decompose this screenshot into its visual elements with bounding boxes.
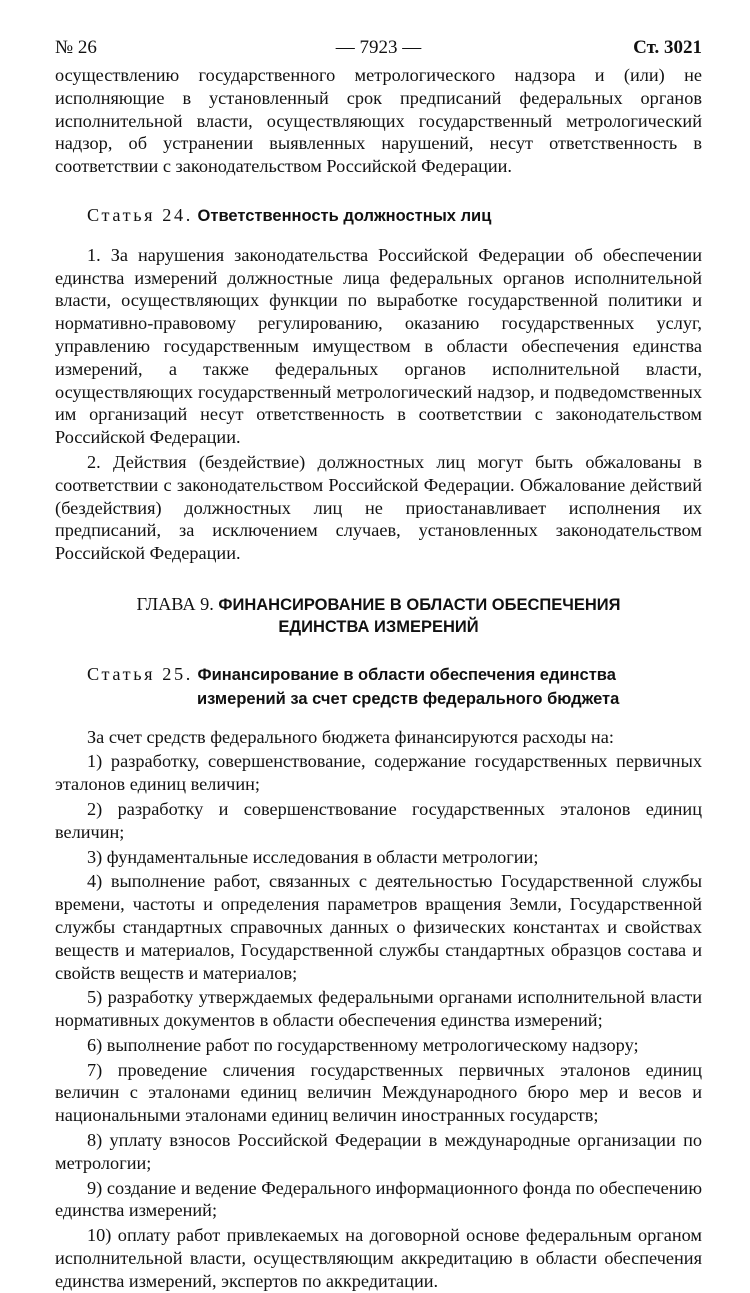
article-25-item-9: 9) создание и ведение Федерального информационного фонда по обеспечению единства измерений; [55, 1177, 702, 1221]
article-25-item-5: 5) разработку утверждаемых федеральными органами исполнительной власти нормативных документов в области обеспечения единства измерений; [55, 987, 702, 1031]
chapter-9-line-2 [55, 616, 702, 638]
article-25-item-6: 6) выполнение работ по государственному метрологическому надзору; [87, 1034, 639, 1055]
article-24-paragraph-1: 1. За нарушения законодательства Российской Федерации об обеспечении единства измерений должностные лица федеральных органов исполнительной власти, осуществляющих функции по выработке государственной политики и нормативно-правовому регулированию, оказанию государственных услуг, управлению государственным имуществом в области обеспечения единства измерений, а также федеральных органов исполнительной власти, осуществляющих государственный метрологический надзор, и подведомственных им организаций несут ответственность в соответствии с законодательством Российской Федерации. [55, 244, 702, 448]
article-25-item-1: 1) разработку, совершенствование, содержание государственных первичных эталонов единиц величин; [55, 751, 702, 795]
intro-paragraph: осуществлению государственного метрологического надзора и (или) не исполняющие в установленный срок предписаний федеральных органов исполнительной власти, осуществляющих государственный метрологический надзор, об устранении выявленных нарушений, несут ответственность в соответствии с законодательством Российской Федерации. [55, 65, 702, 177]
chapter-9-heading [55, 594, 702, 638]
page-number: — 7923 — [335, 37, 422, 58]
document-page [55, 37, 702, 1293]
article-25-item-4: 4) выполнение работ, связанных с деятельностью Государственной службы времени, частоты и определения параметров вращения Земли, Государственной службы стандартных справочных данных о физических константах и свойствах веществ и материалов, Государственной службы стандартных образцов состава и свойств веществ и материалов; [55, 871, 702, 983]
article-24-heading [55, 204, 702, 228]
article-25-label: Статья 25. [87, 663, 193, 684]
article-25-paragraph-intro: За счет средств федерального бюджета финансируются расходы на: [87, 726, 614, 747]
article-24-title: Ответственность должностных лиц [197, 206, 492, 225]
article-25-heading [55, 663, 702, 711]
chapter-9-label: ГЛАВА 9. [136, 593, 214, 614]
article-25-item-2: 2) разработку и совершенствование государственных эталонов единиц величин; [55, 798, 702, 842]
article-25-item-10: 10) оплату работ привлекаемых на договорной основе федеральным органом исполнительной власти, осуществляющим аккредитацию в области обеспечения единства измерений, экспертов по аккредитации. [55, 1225, 702, 1291]
article-25-title: Финансирование в области обеспечения единства измерений за счет средств федерального бюджета [197, 665, 620, 708]
article-24-paragraph-2: 2. Действия (бездействие) должностных лиц могут быть обжалованы в соответствии с законодательством Российской Федерации. Обжалование действий (бездействия) должностных лиц не приостанавливает исполнения их предписаний, за исключением случаев, установленных законодательством Российской Федерации. [55, 451, 702, 564]
chapter-9-title-line-1: ФИНАНСИРОВАНИЕ В ОБЛАСТИ ОБЕСПЕЧЕНИЯ [218, 595, 621, 614]
chapter-9-line-1 [55, 594, 702, 616]
article-24-label: Статья 24. [87, 204, 193, 225]
issue-number: № 26 [55, 37, 97, 58]
article-25-item-7: 7) проведение сличения государственных первичных эталонов единиц величин с эталонами единиц величин Международного бюро мер и весов и национальными эталонами единиц величин иностранных государств; [55, 1059, 702, 1126]
article-reference: Ст. 3021 [633, 37, 702, 58]
chapter-9-title-line-2: ЕДИНСТВА ИЗМЕРЕНИЙ [278, 617, 479, 636]
page-header [55, 37, 702, 63]
article-25-item-3: 3) фундаментальные исследования в области метрологии; [87, 846, 539, 867]
article-25-item-8: 8) уплату взносов Российской Федерации в международные организации по метрологии; [55, 1130, 702, 1173]
